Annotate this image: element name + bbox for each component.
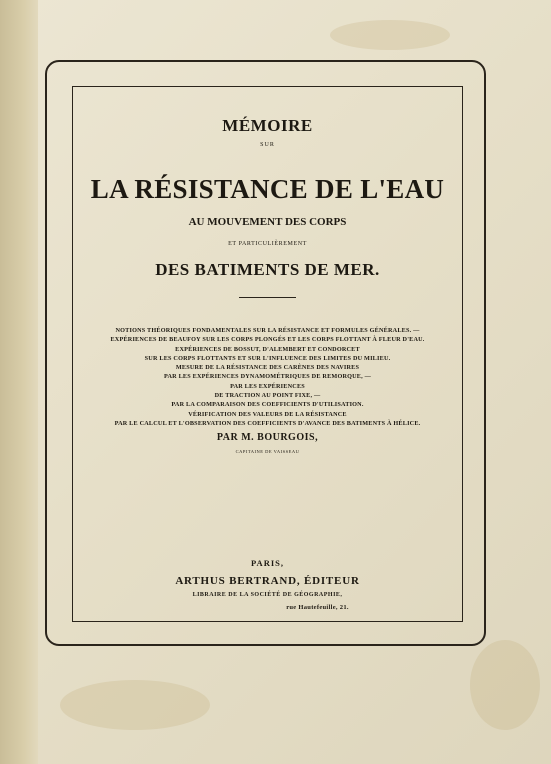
author-title: CAPITAINE DE VAISSEAU: [235, 449, 300, 454]
contents-line: VÉRIFICATION DES VALEURS DE LA RÉSISTANCE: [188, 410, 347, 418]
publication-city: PARIS,: [251, 558, 284, 568]
contents-line: DE TRACTION AU POINT FIXE, —: [214, 392, 321, 400]
word-particulierement: ET PARTICULIÈREMENT: [228, 241, 307, 247]
contents-line: EXPÉRIENCES DE BEAUFOY SUR LES CORPS PLONGÉS ET LES CORPS FLOTTANT À FLEUR D'EAU.: [110, 336, 425, 344]
contents-line: PAR LES EXPÉRIENCES DYNAMOMÉTRIQUES DE REMORQUE, —: [163, 373, 372, 381]
contents-line: SUR LES CORPS FLOTTANTS ET SUR L'INFLUENCE DES LIMITES DU MILIEU.: [144, 354, 391, 362]
contents-line: PAR LE CALCUL ET L'OBSERVATION DES COEFFICIENTS D'AVANCE DES BATIMENTS À HÉLICE.: [114, 419, 421, 427]
paper-stain: [60, 680, 210, 730]
heading-memoire: MÉMOIRE: [222, 116, 313, 135]
publisher-name: ARTHUS BERTRAND, ÉDITEUR: [175, 575, 360, 587]
contents-line: NOTIONS THÉORIQUES FONDAMENTALES SUR LA RÉSISTANCE ET FORMULES GÉNÉRALES. —: [115, 327, 420, 334]
contents-summary: [72, 326, 463, 428]
separator-rule: [239, 297, 296, 298]
subtitle: AU MOUVEMENT DES CORPS: [188, 216, 347, 228]
contents-line: PAR LA COMPARAISON DES COEFFICIENTS D'UTILISATION.: [171, 401, 364, 409]
title-page-content: [72, 86, 463, 622]
contents-line: PAR LES EXPÉRIENCES: [230, 382, 305, 390]
contents-line: EXPÉRIENCES DE BOSSUT, D'ALEMBERT ET CONDORCET: [175, 345, 360, 353]
cover-spine: [0, 0, 38, 764]
paper-stain: [470, 640, 540, 730]
paper-stain: [330, 20, 450, 50]
word-sur: SUR: [260, 142, 275, 148]
title-batiments: DES BATIMENTS DE MER.: [155, 260, 380, 279]
publisher-description: LIBRAIRE DE LA SOCIÉTÉ DE GÉOGRAPHIE,: [192, 592, 343, 598]
author-name: PAR M. BOURGOIS,: [216, 432, 319, 443]
contents-line: MESURE DE LA RÉSISTANCE DES CARÈNES DES NAVIRES: [175, 364, 360, 372]
publisher-address: rue Hautefeuille, 21.: [286, 604, 349, 611]
main-title: LA RÉSISTANCE DE L'EAU: [90, 174, 445, 204]
